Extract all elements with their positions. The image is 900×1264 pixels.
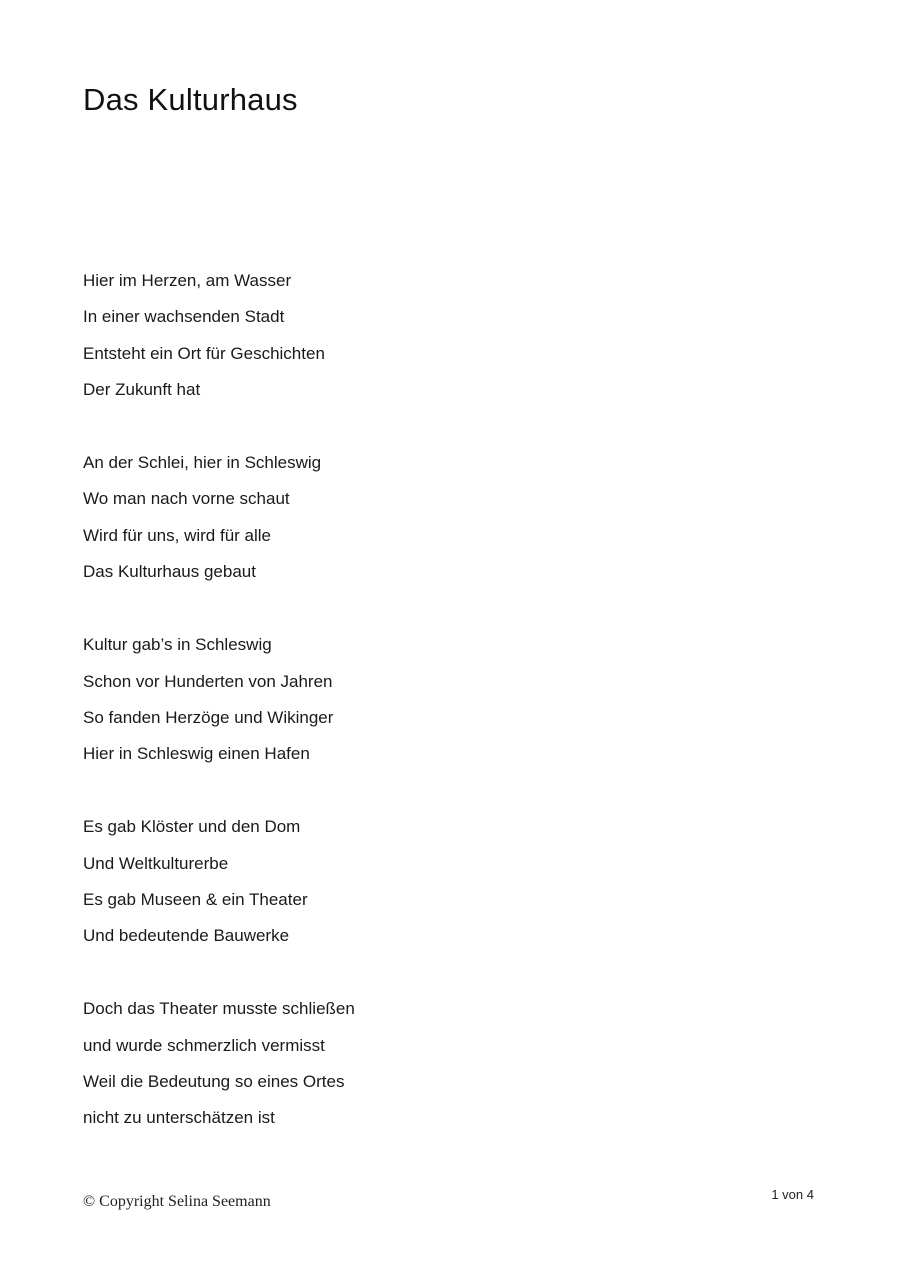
page-title: Das Kulturhaus [83, 82, 298, 117]
poem-line: Schon vor Hunderten von Jahren [83, 671, 333, 691]
poem-line: Das Kulturhaus gebaut [83, 562, 256, 582]
poem-line: So fanden Herzöge und Wikinger [83, 707, 334, 727]
poem-line: Entsteht ein Ort für Geschichten [83, 343, 325, 363]
stanza-2 [83, 445, 783, 591]
stanza-4 [83, 809, 783, 955]
poem-line: Und Weltkulturerbe [83, 853, 229, 873]
poem-line: Es gab Museen & ein Theater [83, 889, 308, 909]
poem-line: Wo man nach vorne schaut [83, 489, 290, 509]
stanza-5 [83, 991, 783, 1137]
page-number: 1 von 4 [771, 1187, 814, 1202]
stanza-1 [83, 263, 783, 409]
poem-line: Hier im Herzen, am Wasser [83, 271, 292, 290]
poem-line: Es gab Klöster und den Dom [83, 817, 301, 837]
poem-line: Und bedeutende Bauwerke [83, 926, 290, 946]
poem-line: In einer wachsenden Stadt [83, 307, 285, 327]
poem-body [83, 263, 783, 1173]
stanza-3 [83, 627, 783, 773]
poem-line: Weil die Bedeutung so eines Ortes [83, 1072, 345, 1092]
poem-line: Hier in Schleswig einen Hafen [83, 744, 310, 764]
poem-line: Wird für uns, wird für alle [83, 525, 271, 545]
poem-line: An der Schlei, hier in Schleswig [83, 453, 322, 473]
poem-line: nicht zu unterschätzen ist [83, 1108, 275, 1128]
poem-line: Kultur gab’s in Schleswig [83, 635, 272, 655]
poem-line: Doch das Theater musste schließen [83, 999, 355, 1019]
copyright-notice: © Copyright Selina Seemann [83, 1193, 271, 1210]
poem-line: und wurde schmerzlich vermisst [83, 1035, 325, 1055]
poem-line: Der Zukunft hat [83, 380, 201, 400]
